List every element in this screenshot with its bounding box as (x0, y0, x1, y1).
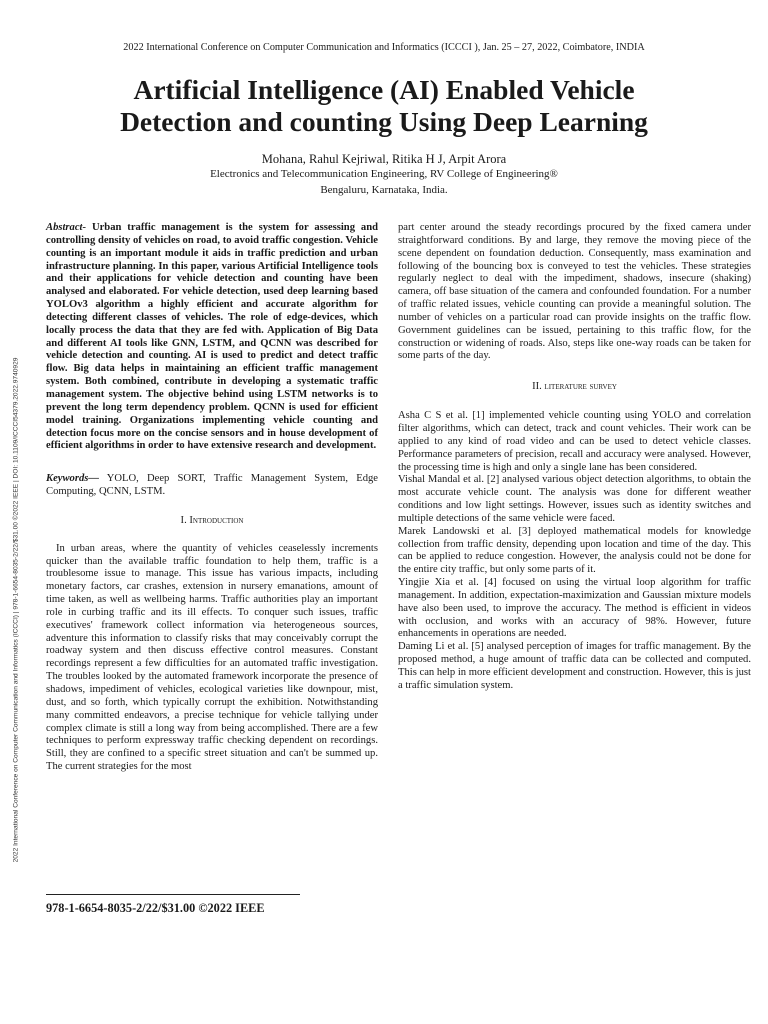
section-heading-introduction: I. Introduction (180, 514, 244, 526)
affiliation-line-2: Bengaluru, Karnataka, India. (320, 184, 448, 196)
right-column (398, 222, 751, 693)
literature-paragraph: Asha C S et al. [1] implemented vehicle counting using YOLO and correlation filter algorithms, which can detect, track and count vehicles. Their work can be applied to any kind of road video and can be used to detect vehicle classes. Performance parameters of precision, recall and accuracy were analysed. However, the processing time is high and only a single lane has been considered. (398, 410, 751, 473)
introduction-continued: part center around the steady recordings procured by the fixed camera under straightforward conditions. By and large, they remove the moving piece of the scene dependent on foundation deduction. Consequently, mass examination and following of the bouncing box is conveyed to test the vehicles. These strategies regularly neglect to deal with the impediment, shadows, insecure (shaking) camera, off base situation of the camera and confounded foundation. For a number of traffic related issues, vehicle counting can provide a meaningful solution. The number of vehicles on a particular road can provide insights on the traffic flow. Government guidelines can be issued, pertaining to this traffic flow, for the construction or widening of roads. Also, steps like one-way roads can be taken for some parts of the day. (398, 222, 751, 362)
title-line-1: Artificial Intelligence (AI) Enabled Vehicle (133, 74, 635, 105)
paper-title (40, 74, 728, 138)
left-column (46, 222, 378, 774)
doi-sidebar (8, 270, 24, 950)
affiliation-line-1: Electronics and Telecommunication Engineering, RV College of Engineering® (210, 168, 558, 180)
abstract-label: Abstract- (46, 222, 87, 233)
keywords (46, 473, 378, 499)
literature-paragraph: Yingjie Xia et al. [4] focused on using the virtual loop algorithm for traffic management. In addition, expectation-maximization and Gaussian mixture models have also been used, to improve the accuracy. The method is efficient in videos with occlusion, and works with an accuracy of 98%. However, future enhancements in operations are needed. (398, 577, 751, 640)
literature-paragraph: Daming Li et al. [5] analysed perception of images for traffic management. By the proposed method, a huge amount of traffic data can be collected and computed. This can help in more efficient development and construction. However, this is just a traffic simulation system. (398, 641, 751, 691)
author-list: Mohana, Rahul Kejriwal, Ritika H J, Arpit Arora (261, 152, 507, 166)
isbn-footer: 978-1-6654-8035-2/22/$31.00 ©2022 IEEE (46, 901, 265, 915)
conference-header: 2022 International Conference on Computer Communication and Informatics (ICCCI ), Jan. 25 – 27, 2022, Coimbatore, INDIA (123, 42, 645, 53)
footnote-rule (46, 894, 300, 895)
introduction-paragraph: In urban areas, where the quantity of vehicles ceaselessly increments quicker than the available traffic foundation to help them, traffic is a troublesome issue to manage. This issue has various impacts, including monetary factors, car crashes, extension in nursery emanations, amount of time taken, as well as wellbeing harms. Traffic authorities play an important role in curbing traffic and its ill effects. To conquer such issues, traffic executives' framework collect information via heterogeneous sources, adventure this information to classify risks that may conceivably corrupt the roadway system and then discuss effective control measures. Constant recordings represent a few difficulties for an automated traffic investigation. The troubles looked by the automated framework incorporate the presence of shadows, impediment of vehicles, ecological varieties like downpour, mist, dust, and so forth, which typically corrupt the exhibition. Notwithstanding many committed endeavors, a precise technique for vehicle tallying under complex climate is still a long way from being accomplished. There are a few techniques to perform expressway traffic checking dependent on recordings. Still, they are confined to a specific street situation and can't be summed up. The current strategies for the most (46, 542, 378, 773)
title-line-2: Detection and counting Using Deep Learning (120, 106, 648, 137)
abstract-text: Urban traffic management is the system for assessing and controlling density of vehicles on road, to avoid traffic congestion. Vehicle counting is an important module it aids in traffic prediction and urban infrastructure planning. In this paper, various Artificial Intelligence tools and their applications for vehicle detection and counting have been analysed and elaborated. For vehicle detection, used deep learning based YOLOv3 algorithm a highly efficient and accurate algorithm for detecting different classes of vehicles. The role of edge-devices, which locally process the data that they are fed with. Application of Big Data and different AI tools like GNN, LSTM, and QCNN was described for vehicle detection and counting. AI is used to predict and detect traffic flow. Big data helps in maintaining an efficient traffic management system. Both combined, contribute in developing a systematic traffic management system. The objective behind using LSTM networks is to prevent the long term dependency problem. QCNN is used for efficient model training. Organizations implementing vehicle counting and detection focus more on the concise sensors and in house development of efficient algorithms in order to have extensive research and development. (46, 222, 378, 452)
section-heading-literature-survey: II. literature survey (532, 381, 617, 393)
literature-paragraph: Vishal Mandal et al. [2] analysed various object detection algorithms, to obtain the most accurate vehicle count. The analysis was done for different weather conditions and low light settings. However, issues such as identity switches and multiple detections of the same vehicle were faced. (398, 474, 751, 524)
literature-paragraph: Marek Landowski et al. [3] deployed mathematical models for knowledge collection from traffic density, depending upon location and time of the day. This can be applied to reduce congestion. However, the analysis could not be done for the entire city traffic, but only some parts of it. (398, 525, 751, 576)
keywords-label: Keywords— (46, 473, 99, 485)
abstract (46, 222, 378, 453)
doi-sidebar-text: 2022 International Conference on Computer Communication and Informatics (ICCCI) | 978-1-6654-8035-2/22/$31.00 ©2022 IEEE | DOI: 10.1109/ICCCI54379.2022.9740929 (12, 357, 20, 863)
keywords-text: YOLO, Deep SORT, Traffic Management System, Edge Computing, QCNN, LSTM. (46, 473, 378, 498)
